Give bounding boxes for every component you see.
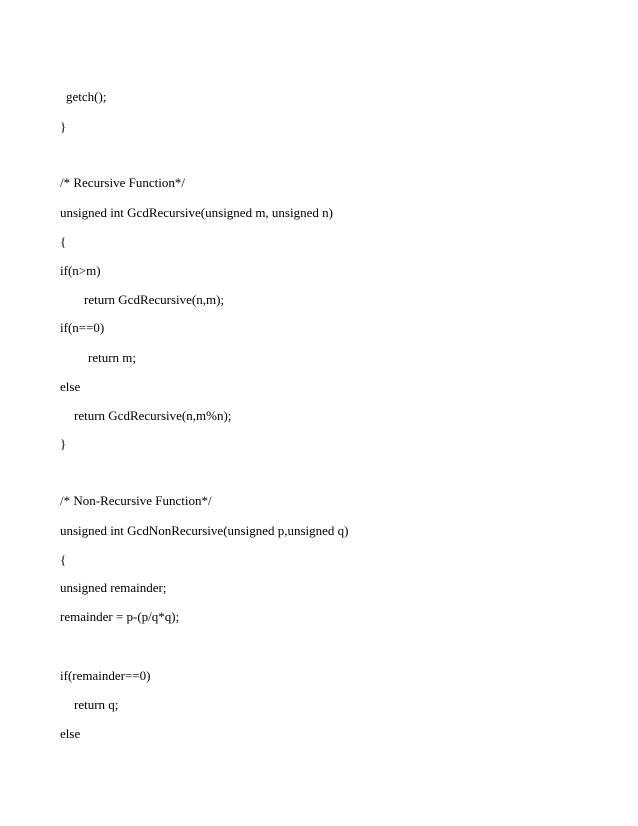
code-line: if(remainder==0) [60, 668, 151, 683]
code-line: if(n==0) [60, 320, 105, 335]
code-comment: /* Non-Recursive Function*/ [60, 493, 212, 508]
code-line: } [60, 119, 67, 134]
code-line: return GcdRecursive(n,m%n); [74, 408, 232, 423]
code-comment: /* Recursive Function*/ [60, 175, 185, 190]
code-line: { [60, 552, 67, 567]
code-line: return m; [88, 350, 137, 365]
code-line: } [60, 436, 67, 451]
code-line: remainder = p-(p/q*q); [60, 609, 180, 624]
code-line: else [60, 379, 81, 394]
code-line: getch(); [66, 89, 107, 104]
code-line: { [60, 234, 67, 249]
code-line: unsigned int GcdRecursive(unsigned m, unsigned n) [60, 205, 333, 220]
code-line: unsigned int GcdNonRecursive(unsigned p,unsigned q) [60, 523, 349, 538]
code-line: if(n>m) [60, 263, 101, 278]
code-line: return GcdRecursive(n,m); [84, 292, 225, 307]
code-line: unsigned remainder; [60, 580, 167, 595]
code-line: else [60, 726, 81, 741]
code-line: return q; [74, 697, 119, 712]
